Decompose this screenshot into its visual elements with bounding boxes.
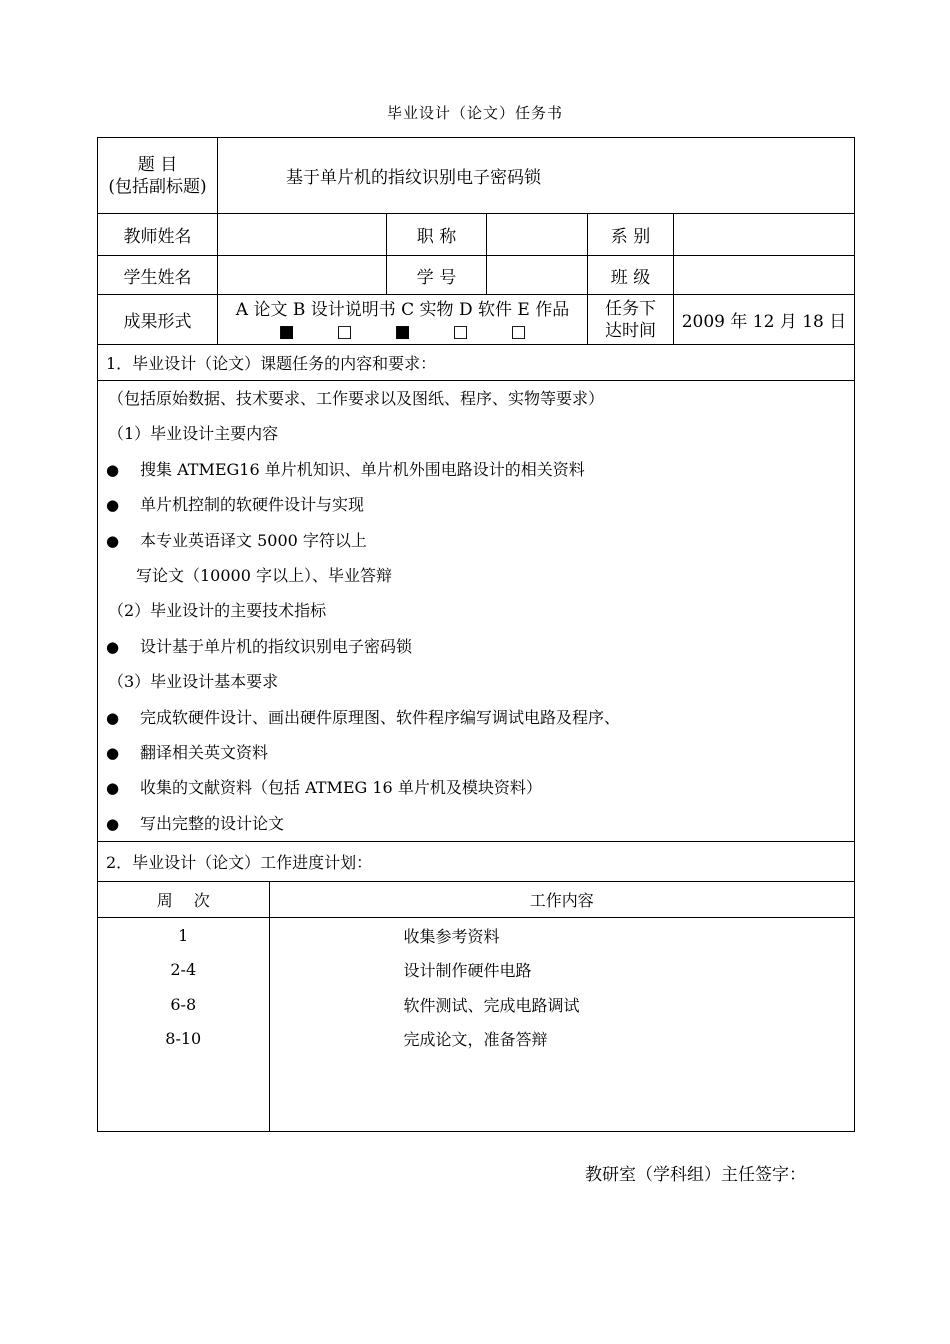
result-options-text: A 论文 B 设计说明书 C 实物 D 软件 E 作品 (235, 299, 570, 320)
schedule-week: 2-4 (98, 953, 269, 988)
schedule-week: 1 (98, 918, 269, 953)
content-list-item (98, 523, 854, 558)
student-class-field[interactable] (674, 256, 855, 295)
list-item-text: 本专业英语译文 5000 字符以上 (140, 530, 367, 550)
content-list-item (98, 806, 854, 841)
work-column-header: 工作内容 (269, 882, 854, 918)
task-date-value: 2009 年 12 月 18 日 (674, 295, 855, 345)
subsection-tech-indicators: （2）毕业设计的主要技术指标 (108, 601, 327, 621)
schedule-header-row (98, 882, 854, 918)
director-signature-label: 教研室（学科组）主任签字： (585, 1165, 806, 1185)
bullet-icon: ● (106, 460, 120, 479)
student-name-label: 学生姓名 (98, 256, 218, 295)
teacher-name-field[interactable] (218, 214, 387, 256)
option-a-checkbox[interactable]: ■ (278, 321, 295, 342)
bullet-icon: ● (106, 708, 120, 727)
task-date-sublabel: 达时间 (605, 320, 656, 341)
option-d-checkbox[interactable]: □ (452, 321, 469, 342)
teacher-row (98, 214, 855, 256)
section1-content-row (98, 381, 855, 842)
content-list-item (98, 735, 854, 770)
bullet-icon: ● (106, 779, 120, 798)
document-title: 毕业设计（论文）任务书 (386, 104, 563, 122)
content-list-item (98, 770, 854, 805)
list-item-text: 翻译相关英文资料 (140, 742, 269, 762)
bullet-icon: ● (106, 637, 120, 656)
content-list-item (98, 487, 854, 522)
student-name-field[interactable] (218, 256, 387, 295)
option-e-checkbox[interactable]: □ (510, 321, 527, 342)
list-item-text: 单片机控制的软硬件设计与实现 (140, 495, 365, 515)
schedule-work: 收集参考资料 (403, 926, 500, 946)
schedule-week: 8-10 (98, 1022, 269, 1057)
teacher-dept-field[interactable] (674, 214, 855, 256)
list-item-text: 完成软硬件设计、画出硬件原理图、软件程序编写调试电路及程序、 (140, 707, 621, 727)
topic-row (98, 138, 855, 214)
teacher-title-label: 职 称 (387, 214, 487, 256)
task-date-label: 任务下 (605, 298, 656, 319)
schedule-table (98, 882, 854, 1131)
option-b-checkbox[interactable]: □ (336, 321, 353, 342)
topic-label: 题 目 (137, 154, 178, 175)
section1-content (98, 381, 855, 842)
bullet-icon: ● (106, 814, 120, 833)
schedule-work: 设计制作硬件电路 (403, 961, 532, 981)
schedule-row (98, 882, 855, 1132)
student-class-label: 班 级 (588, 256, 674, 295)
section1-heading: 1．毕业设计（论文）课题任务的内容和要求： (98, 345, 855, 381)
bullet-icon: ● (106, 496, 120, 515)
subsection-basic-requirements: （3）毕业设计基本要求 (108, 672, 279, 692)
bullet-icon: ● (106, 531, 120, 550)
section2-heading: 2．毕业设计（论文）工作进度计划： (98, 842, 855, 882)
list-item-text: 搜集 ATMEG16 单片机知识、单片机外围电路设计的相关资料 (140, 459, 585, 479)
section2-heading-row (98, 842, 855, 882)
teacher-name-label: 教师姓名 (98, 214, 218, 256)
list-item-text: 设计基于单片机的指纹识别电子密码锁 (140, 636, 413, 656)
schedule-work-blank (269, 1056, 854, 1131)
topic-label-cell (98, 138, 218, 214)
result-form-label: 成果形式 (98, 295, 218, 345)
task-form-table (97, 137, 855, 1132)
student-id-field[interactable] (487, 256, 588, 295)
schedule-week-blank (98, 1056, 269, 1131)
topic-sublabel: (包括副标题) (108, 176, 207, 197)
content-continuation: 写论文（10000 字以上）、毕业答辩 (136, 565, 392, 585)
teacher-title-field[interactable] (487, 214, 588, 256)
result-row (98, 295, 855, 345)
content-list-item (98, 629, 854, 664)
student-row (98, 256, 855, 295)
table-row (98, 918, 854, 953)
schedule-work: 完成论文，准备答辩 (403, 1030, 548, 1050)
schedule-blank-row (98, 1056, 854, 1131)
topic-value: 基于单片机的指纹识别电子密码锁 (218, 138, 855, 214)
content-list-item (98, 700, 854, 735)
schedule-week: 6-8 (98, 987, 269, 1022)
list-item-text: 收集的文献资料（包括 ATMEG 16 单片机及模块资料） (140, 778, 542, 798)
result-options-cell (218, 295, 588, 345)
requirements-intro: （包括原始数据、技术要求、工作要求以及图纸、程序、实物等要求） (108, 389, 605, 408)
student-id-label: 学 号 (387, 256, 487, 295)
section1-heading-row (98, 345, 855, 381)
result-checkbox-row (218, 321, 587, 343)
list-item-text: 写出完整的设计论文 (140, 813, 285, 833)
schedule-work: 软件测试、完成电路调试 (403, 995, 580, 1015)
content-list-item (98, 452, 854, 487)
table-row (98, 953, 854, 988)
week-column-header: 周 次 (98, 882, 269, 918)
bullet-icon: ● (106, 743, 120, 762)
schedule-cell (98, 882, 855, 1132)
task-date-label-cell (588, 295, 674, 345)
teacher-dept-label: 系 别 (588, 214, 674, 256)
table-row (98, 1022, 854, 1057)
table-row (98, 987, 854, 1022)
option-c-checkbox[interactable]: ■ (394, 321, 411, 342)
subsection-main-content: （1）毕业设计主要内容 (108, 424, 279, 444)
